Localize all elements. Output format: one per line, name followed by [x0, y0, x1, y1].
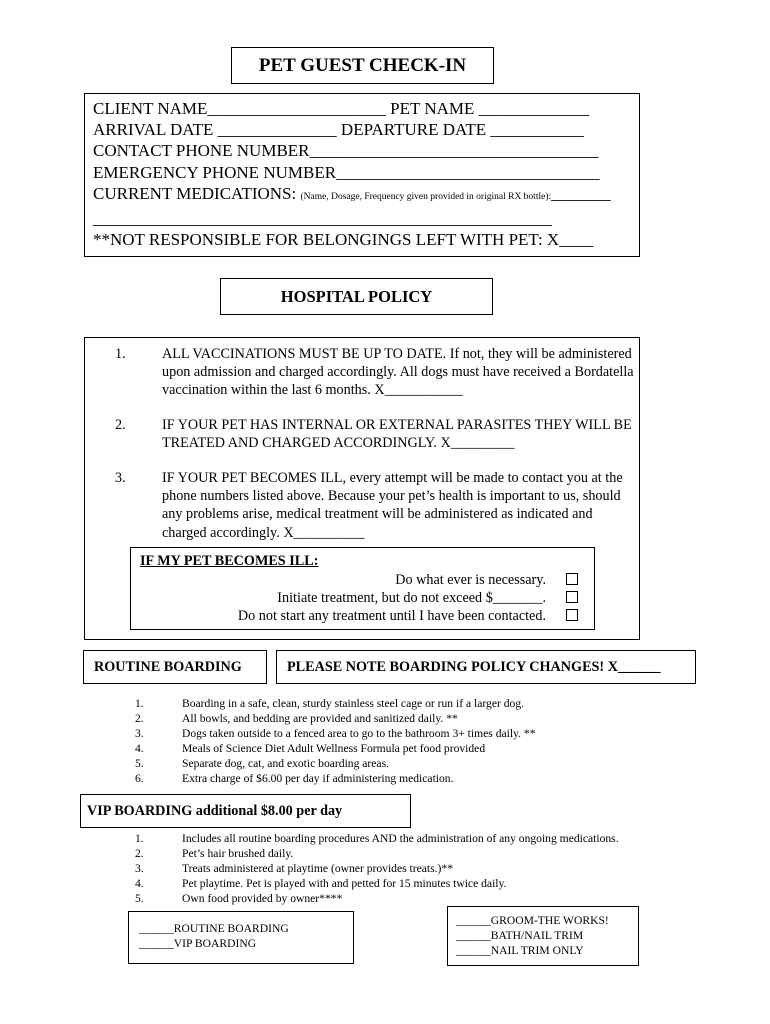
page-title: PET GUEST CHECK-IN	[231, 47, 494, 84]
ill-options-title: IF MY PET BECOMES ILL:	[140, 553, 319, 569]
vip-boarding-option[interactable]: ______VIP BOARDING	[139, 937, 257, 950]
ill-option-label: Do what ever is necessary.	[395, 572, 546, 588]
list-item-text: Separate dog, cat, and exotic boarding areas.	[182, 757, 389, 770]
ill-options-box	[130, 547, 595, 630]
policy-item-number: 1.	[115, 346, 126, 362]
checkbox-icon[interactable]	[566, 591, 578, 603]
list-item-number: 2.	[135, 847, 144, 860]
list-item-number: 4.	[135, 742, 144, 755]
routine-boarding-option[interactable]: ______ROUTINE BOARDING	[139, 922, 289, 935]
policy-change-notice[interactable]: PLEASE NOTE BOARDING POLICY CHANGES! X______	[276, 650, 696, 684]
groom-the-works-option[interactable]: ______GROOM-THE WORKS!	[456, 914, 609, 927]
policy-item-number: 3.	[115, 470, 126, 486]
list-item-number: 5.	[135, 892, 144, 905]
contact-phone-line[interactable]: CONTACT PHONE NUMBER__________________________________	[93, 141, 599, 161]
checkbox-icon[interactable]	[566, 573, 578, 585]
ill-option-row[interactable]	[277, 590, 578, 607]
list-item-number: 6.	[135, 772, 144, 785]
list-item-text: Meals of Science Diet Adult Wellness Formula pet food provided	[182, 742, 486, 755]
list-item-number: 5.	[135, 757, 144, 770]
list-item-text: Includes all routine boarding procedures AND the administration of any ongoing medications.	[182, 832, 619, 845]
ill-option-row[interactable]	[395, 572, 578, 589]
grooming-selection-box	[447, 906, 639, 966]
policy-item-text: IF YOUR PET BECOMES ILL, every attempt will be made to contact you at the phone numbers listed above. Because your pet’s health is important to us, should any problems arise, medical treatment will be administered as indicated and charged accordingly. X__________	[162, 470, 623, 541]
belongings-disclaimer-line[interactable]: **NOT RESPONSIBLE FOR BELONGINGS LEFT WITH PET: X____	[93, 230, 594, 250]
list-item-text: Extra charge of $6.00 per day if administering medication.	[182, 772, 454, 785]
list-item-number: 4.	[135, 877, 144, 890]
checkbox-icon[interactable]	[566, 609, 578, 621]
medications-blank[interactable]: _______	[551, 183, 611, 203]
client-pet-name-line[interactable]: CLIENT NAME_____________________ PET NAME _____________	[93, 99, 590, 118]
list-item-number: 1.	[135, 832, 144, 845]
hospital-policy-title: HOSPITAL POLICY	[220, 278, 493, 315]
policy-item-text: ALL VACCINATIONS MUST BE UP TO DATE. If not, they will be administered upon admission and charged accordingly. All dogs must have received a Bordatella vaccination within the last 6 months. X___________	[162, 346, 634, 399]
list-item-number: 3.	[135, 727, 144, 740]
list-item-text: Pet playtime. Pet is played with and petted for 15 minutes twice daily.	[182, 877, 507, 890]
policy-item-text: IF YOUR PET HAS INTERNAL OR EXTERNAL PARASITES THEY WILL BE TREATED AND CHARGED ACCORDINGLY. X_________	[162, 417, 632, 452]
boarding-selection-box	[128, 911, 354, 964]
ill-option-row[interactable]	[238, 608, 578, 625]
medications-line[interactable]	[93, 183, 631, 208]
ill-option-label: Do not start any treatment until I have been contacted.	[237, 608, 546, 624]
emergency-phone-line[interactable]: EMERGENCY PHONE NUMBER_______________________________	[93, 162, 600, 182]
arrival-departure-line[interactable]: ARRIVAL DATE ______________ DEPARTURE DATE ___________	[93, 120, 584, 140]
medications-label: CURRENT MEDICATIONS:	[93, 183, 301, 203]
list-item-text: Boarding in a safe, clean, sturdy stainless steel cage or run if a larger dog.	[182, 697, 525, 710]
vip-boarding-title: VIP BOARDING additional $8.00 per day	[80, 794, 411, 828]
list-item-text: Dogs taken outside to a fenced area to go to the bathroom 3+ times daily. **	[182, 727, 536, 740]
ill-option-label: Initiate treatment, but do not exceed $_______.	[277, 590, 546, 606]
medications-note: (Name, Dosage, Frequency given provided in original RX bottle):	[300, 191, 552, 202]
bath-nail-trim-option[interactable]: ______BATH/NAIL TRIM	[456, 929, 584, 942]
list-item-text: All bowls, and bedding are provided and sanitized daily. **	[182, 712, 458, 725]
list-item-text: Pet’s hair brushed daily.	[182, 847, 294, 860]
list-item-number: 3.	[135, 862, 144, 875]
medications-continuation-line[interactable]: ______________________________________________________	[93, 209, 552, 229]
list-item-number: 2.	[135, 712, 144, 725]
list-item-text: Treats administered at playtime (owner provides treats.)**	[182, 862, 453, 875]
client-info-box	[84, 93, 640, 257]
routine-boarding-title: ROUTINE BOARDING	[83, 650, 267, 684]
nail-trim-only-option[interactable]: ______NAIL TRIM ONLY	[456, 944, 584, 957]
list-item-text: Own food provided by owner****	[182, 892, 343, 905]
list-item-number: 1.	[135, 697, 144, 710]
policy-item-number: 2.	[115, 417, 126, 433]
